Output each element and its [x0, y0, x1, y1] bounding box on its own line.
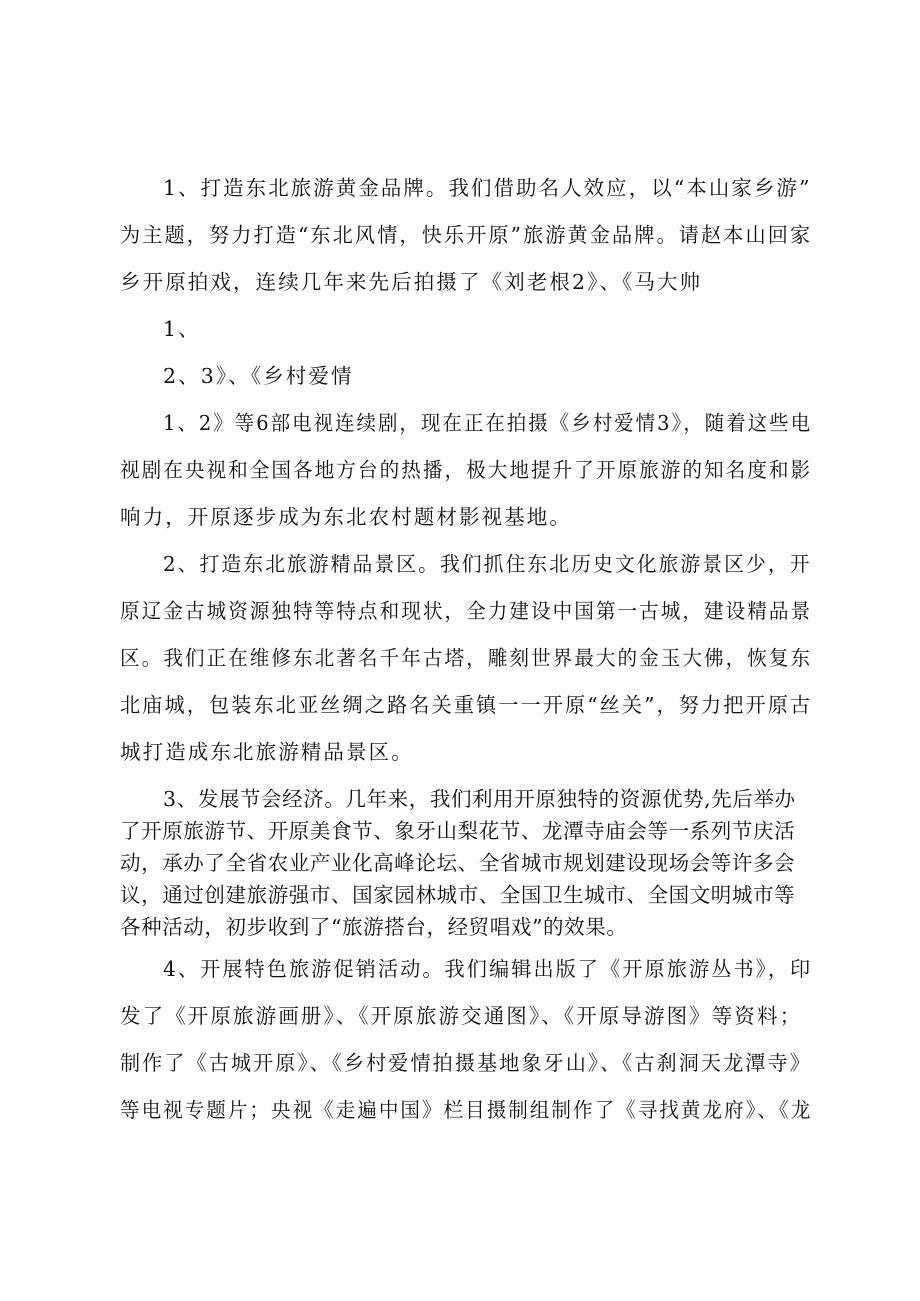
paragraph-6-line-1: 3、发展节会经济。几年来，我们利用开原独特的资源优势,先后举办 — [163, 787, 796, 811]
paragraph-6-line-3: 动，承办了全省农业产业化高峰论坛、全省城市规划建设现场会等许多会 — [120, 851, 796, 875]
paragraph-4-line-1: 1、2》等6部电视连续剧，现在正在拍摄《乡村爱情3》，随着这些电 — [163, 411, 813, 435]
paragraph-3-line-1: 2、3》、《乡村爱情 — [163, 364, 354, 388]
paragraph-6-line-2: 了开原旅游节、开原美食节、象牙山梨花节、龙潭寺庙会等一系列节庆活 — [120, 819, 796, 843]
paragraph-2-line-1: 1、 — [163, 317, 201, 341]
paragraph-1-line-3: 乡开原拍戏，连续几年来先后拍摄了《刘老根2》、《马大帅 — [120, 270, 703, 294]
paragraph-5-line-1: 2、打造东北旅游精品景区。我们抓住东北历史文化旅游景区少，开 — [163, 552, 812, 576]
paragraph-5-line-5: 城打造成东北旅游精品景区。 — [120, 740, 414, 764]
paragraph-5-line-4: 北庙城，包装东北亚丝绸之路名关重镇一一开原“丝关”，努力把开原古 — [120, 693, 813, 717]
paragraph-5-line-2: 原辽金古城资源独特等特点和现状，全力建设中国第一古城，建设精品景 — [120, 599, 813, 623]
paragraph-7-line-1: 4、开展特色旅游促销活动。我们编辑出版了《开原旅游丛书》，印 — [163, 957, 813, 981]
paragraph-6-line-4: 议，通过创建旅游强市、国家园林城市、全国卫生城市、全国文明城市等 — [120, 883, 796, 907]
paragraph-5-line-3: 区。我们正在维修东北著名千年古塔，雕刻世界最大的金玉大佛，恢复东 — [120, 646, 813, 670]
paragraph-6-line-5: 各种活动，初步收到了“旅游搭台，经贸唱戏”的效果。 — [120, 915, 628, 939]
paragraph-7-line-3: 制作了《古城开原》、《乡村爱情拍摄基地象牙山》、《古刹洞天龙潭寺》 — [120, 1051, 812, 1075]
paragraph-7-line-2: 发了《开原旅游画册》、《开原旅游交通图》、《开原导游图》等资料； — [120, 1004, 803, 1028]
paragraph-1-line-1: 1、打造东北旅游黄金品牌。我们借助名人效应，以“本山家乡游” — [163, 176, 812, 200]
paragraph-4-line-2: 视剧在央视和全国各地方台的热播，极大地提升了开原旅游的知名度和影 — [120, 458, 813, 482]
paragraph-7-line-4: 等电视专题片；央视《走遍中国》栏目摄制组制作了《寻找黄龙府》、《龙 — [120, 1098, 813, 1122]
paragraph-1-line-2: 为主题，努力打造“东北风情，快乐开原”旅游黄金品牌。请赵本山回家 — [120, 223, 813, 247]
paragraph-4-line-3: 响力，开原逐步成为东北农村题材影视基地。 — [120, 505, 572, 529]
